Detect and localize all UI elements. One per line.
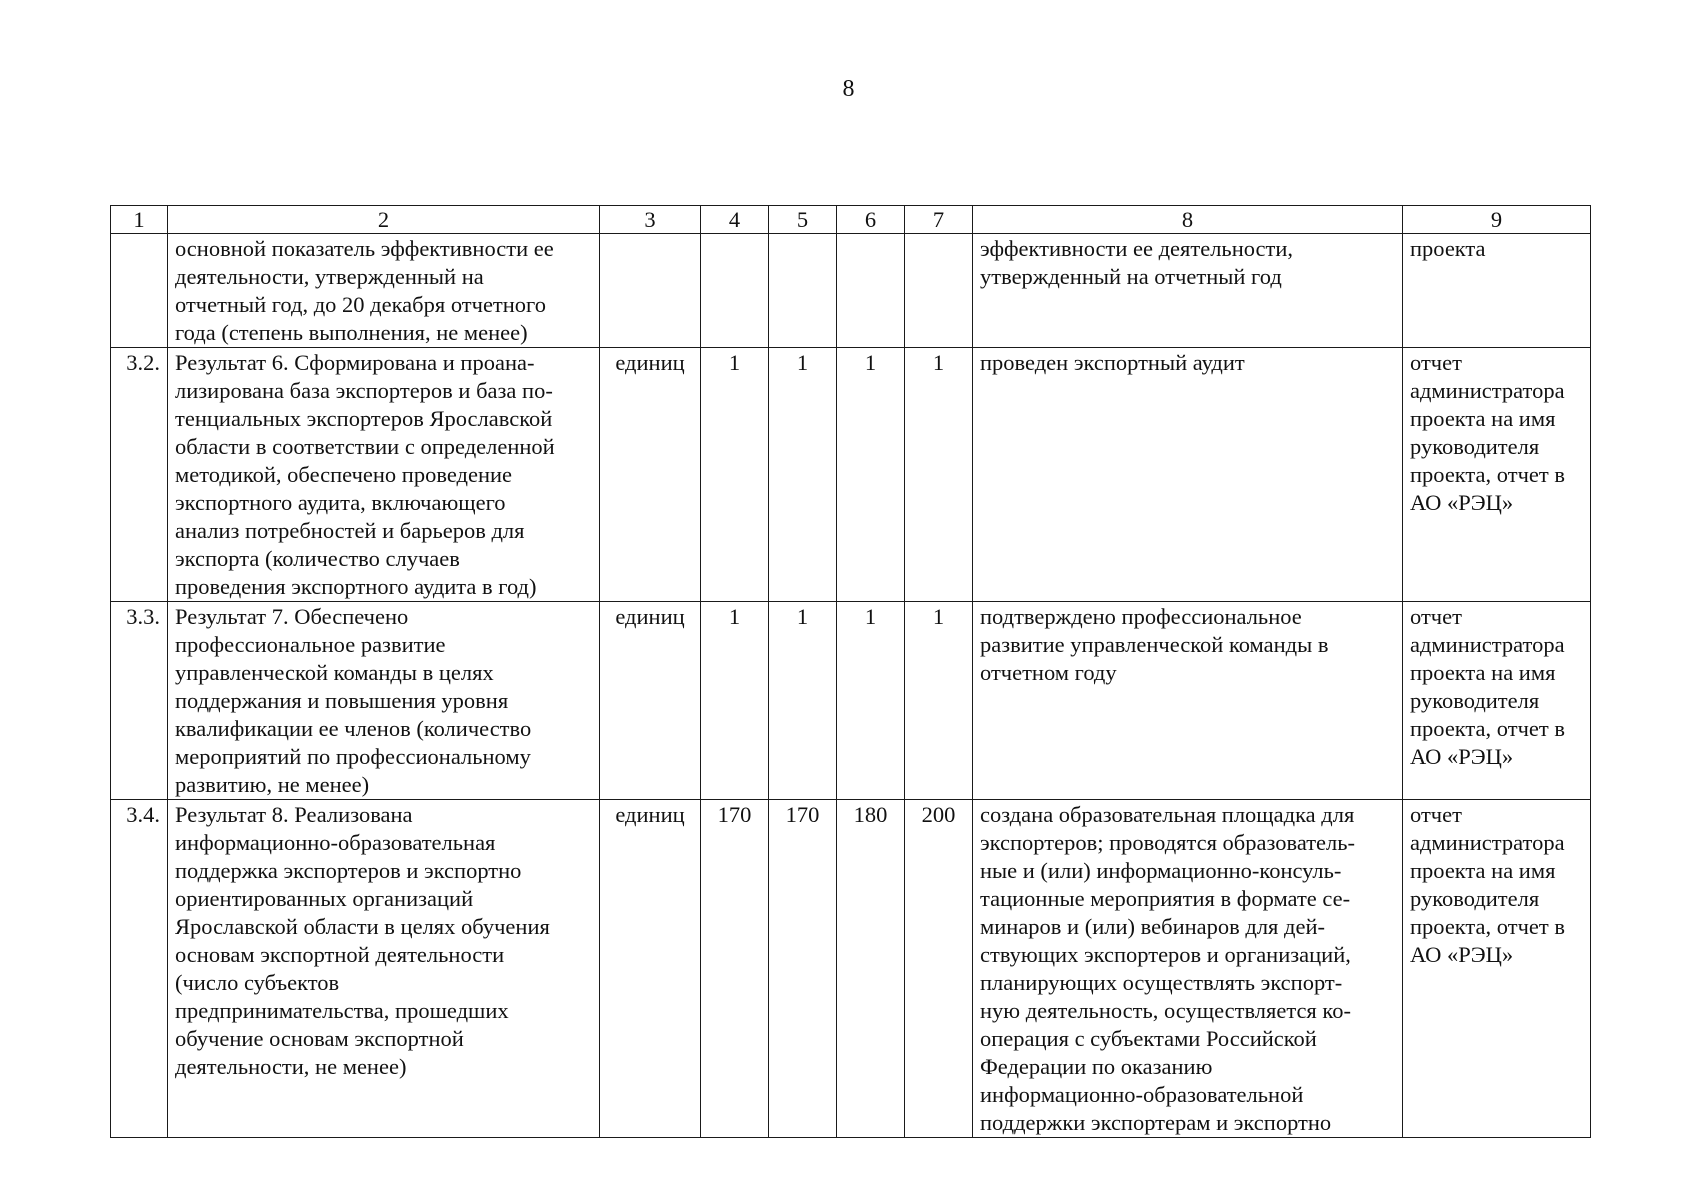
indicator-description: эффективности ее деятельности, утвержденный на отчетный год [973,234,1403,348]
value-col-6: 1 [837,602,905,800]
source-cell: отчет администратора проекта на имя руководителя проекта, отчет в АО «РЭЦ» [1403,800,1591,1138]
unit-cell: единиц [600,800,701,1138]
header-col-7: 7 [905,206,973,234]
value-col-4: 170 [701,800,769,1138]
value-col-5: 1 [769,602,837,800]
unit-cell: единиц [600,348,701,602]
value-col-5: 170 [769,800,837,1138]
value-col-7: 200 [905,800,973,1138]
row-index: 3.4. [111,800,168,1138]
results-table [110,205,1591,1138]
row-index: 3.3. [111,602,168,800]
header-col-6: 6 [837,206,905,234]
value-col-5 [769,234,837,348]
indicator-description: подтверждено профессиональное развитие управленческой команды в отчетном году [973,602,1403,800]
value-col-5: 1 [769,348,837,602]
row-index: 3.2. [111,348,168,602]
indicator-description: создана образовательная площадка для экспортеров; проводятся образователь- ные и (или) информационно-консуль- тационные мероприятия в формате се- минаров и (или) вебинаров для дей- ствующих экспортеров и организаций, планирующих осуществлять экспорт- ную деятельность, осуществляется ко- операция с субъектами Российской Федерации по оказанию информационно-образовательной поддержки экспортерам и экспортно [973,800,1403,1138]
result-description: Результат 7. Обеспечено профессиональное развитие управленческой команды в целях поддержания и повышения уровня квалификации ее членов (количество мероприятий по профессиональному развитию, не менее) [168,602,600,800]
value-col-6: 1 [837,348,905,602]
header-col-9: 9 [1403,206,1591,234]
row-index [111,234,168,348]
source-cell: отчет администратора проекта на имя руководителя проекта, отчет в АО «РЭЦ» [1403,348,1591,602]
header-col-8: 8 [973,206,1403,234]
result-description: основной показатель эффективности ее деятельности, утвержденный на отчетный год, до 20 декабря отчетного года (степень выполнения, не менее) [168,234,600,348]
value-col-7: 1 [905,602,973,800]
table-row [111,234,1591,348]
unit-cell: единиц [600,602,701,800]
header-col-3: 3 [600,206,701,234]
table-row [111,602,1591,800]
value-col-4: 1 [701,348,769,602]
value-col-4 [701,234,769,348]
header-col-1: 1 [111,206,168,234]
table-row [111,348,1591,602]
source-cell: проекта [1403,234,1591,348]
value-col-7: 1 [905,348,973,602]
value-col-4: 1 [701,602,769,800]
value-col-7 [905,234,973,348]
result-description: Результат 8. Реализована информационно-образовательная поддержка экспортеров и экспортно ориентированных организаций Ярославской области в целях обучения основам экспортной деятельности (число субъектов предпринимательства, прошедших обучение основам экспортной деятельности, не менее) [168,800,600,1138]
header-col-2: 2 [168,206,600,234]
header-col-4: 4 [701,206,769,234]
unit-cell [600,234,701,348]
page-number: 8 [842,76,855,102]
value-col-6: 180 [837,800,905,1138]
header-col-5: 5 [769,206,837,234]
value-col-6 [837,234,905,348]
indicator-description: проведен экспортный аудит [973,348,1403,602]
result-description: Результат 6. Сформирована и проана- лизирована база экспортеров и база по- тенциальных экспортеров Ярославской области в соответствии с определенной методикой, обеспечено проведение экспортного аудита, включающего анализ потребностей и барьеров для экспорта (количество случаев проведения экспортного аудита в год) [168,348,600,602]
table-header-row [111,206,1591,234]
table-row [111,800,1591,1138]
source-cell: отчет администратора проекта на имя руководителя проекта, отчет в АО «РЭЦ» [1403,602,1591,800]
